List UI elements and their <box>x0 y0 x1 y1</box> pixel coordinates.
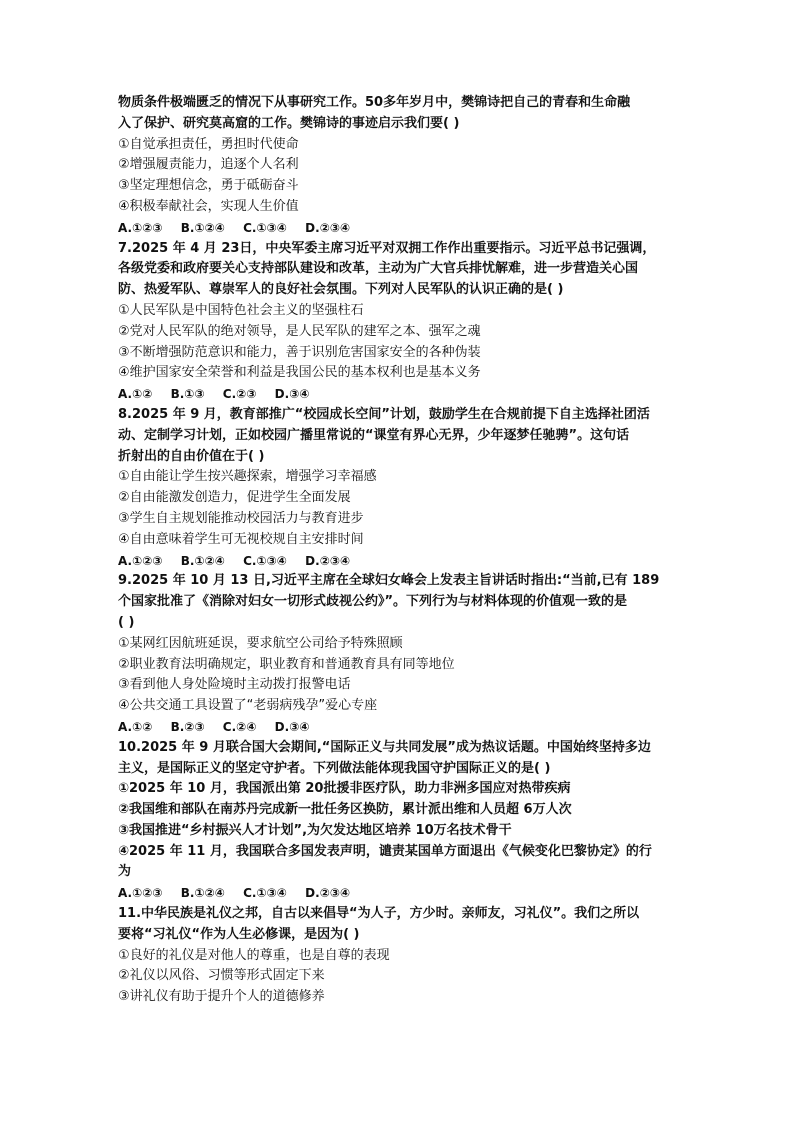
choice-c: C.①③④ <box>243 886 287 901</box>
answer-option: ②我国维和部队在南苏丹完成新一批任务区换防，累计派出维和人员超 6万人次 <box>118 802 572 818</box>
choice-c: C.②④ <box>222 719 257 734</box>
choice-c: C.②③ <box>222 387 257 402</box>
answer-choices <box>118 551 678 572</box>
choice-b: B.①③ <box>170 387 205 402</box>
answer-option: ③我国推进“乡村振兴人才计划”,为欠发达地区培养 10万名技术骨干 <box>118 822 512 838</box>
answer-option: ①人民军队是中国特色社会主义的坚强柱石 <box>118 302 364 318</box>
answer-option: ④公共交通工具设置了“老弱病残孕”爱心专座 <box>118 698 378 714</box>
choice-c: C.①③④ <box>243 220 287 235</box>
answer-option: ①自觉承担责任，勇担时代使命 <box>118 136 299 152</box>
question-text-line: 8.2025 年 9 月，教育部推广“校园成长空间”计划，鼓励学生在合规前提下自主选择社团活 <box>118 406 650 422</box>
question-text-line: 要将“习礼仪“作为人生必修课，是因为( ) <box>118 926 360 942</box>
answer-option: ③坚定理想信念，勇于砥砺奋斗 <box>118 178 299 194</box>
choice-d: D.②③④ <box>305 553 351 568</box>
question-text-line: 10.2025 年 9 月联合国大会期间,“国际正义与共同发展”成为热议话题。中国始终坚持多边 <box>118 739 651 755</box>
answer-choices <box>118 717 678 738</box>
choice-d: D.②③④ <box>305 220 351 235</box>
answer-option: ③学生自主规划能推动校园活力与教育进步 <box>118 510 364 526</box>
answer-option: ①自由能让学生按兴趣探索，增强学习幸福感 <box>118 469 377 485</box>
answer-option: ①良好的礼仪是对他人的尊重，也是自尊的表现 <box>118 947 390 963</box>
answer-option: ④积极奉献社会，实现人生价值 <box>118 198 299 214</box>
choice-b: B.①②④ <box>180 553 225 568</box>
answer-option: ①某网红因航班延误，要求航空公司给予特殊照顾 <box>118 635 403 651</box>
question-text-line: 11.中华民族是礼仪之邦，自古以来倡导“为人子，方少时。亲师友，习礼仪”。我们之所以 <box>118 906 640 922</box>
choice-d: D.②③④ <box>305 886 351 901</box>
answer-choices <box>118 883 678 904</box>
answer-option: ③讲礼仪有助于提升个人的道德修养 <box>118 989 325 1005</box>
answer-option: ②礼仪以风俗、习惯等形式固定下来 <box>118 968 325 984</box>
question-text-line: 9.2025 年 10 月 13 日,习近平主席在全球妇女峰会上发表主旨讲话时指出:“当前,已有 189 <box>118 573 660 589</box>
choice-d: D.③④ <box>274 719 310 734</box>
choice-a: A.①②③ <box>118 886 163 901</box>
question-8 <box>118 405 678 571</box>
question-10 <box>118 738 678 904</box>
exam-page <box>118 93 678 1008</box>
choice-b: B.①②④ <box>180 886 225 901</box>
question-text-line: ( ) <box>118 614 135 630</box>
answer-option-continuation: 为 <box>118 864 132 880</box>
answer-option: ①2025 年 10 月，我国派出第 20批援非医疗队，助力非洲多国应对热带疾病 <box>118 781 571 797</box>
question-text-line: 物质条件极端匮乏的情况下从事研究工作。50多年岁月中，樊锦诗把自己的青春和生命融 <box>118 95 631 110</box>
answer-option: ②党对人民军队的绝对领导，是人民军队的建军之本、强军之魂 <box>118 323 481 339</box>
choice-c: C.①③④ <box>243 553 287 568</box>
answer-option: ④2025 年 11 月，我国联合多国发表声明，谴责某国单方面退出《气候变化巴黎协定》的行 <box>118 843 652 859</box>
question-text-line: 主义，是国际正义的坚定守护者。下列做法能体现我国守护国际正义的是( ) <box>118 760 551 776</box>
answer-option: ②职业教育法明确规定，职业教育和普通教育具有同等地位 <box>118 656 455 672</box>
answer-choices <box>118 218 678 239</box>
choice-a: A.①②③ <box>118 220 163 235</box>
question-11 <box>118 904 678 1008</box>
question-text-line: 防、热爱军队、尊崇军人的良好社会氛围。下列对人民军队的认识正确的是( ) <box>118 282 564 298</box>
answer-option: ②自由能激发创造力，促进学生全面发展 <box>118 490 351 506</box>
question-9 <box>118 571 678 737</box>
answer-option: ④维护国家安全荣誉和利益是我国公民的基本权利也是基本义务 <box>118 365 481 381</box>
choice-a: A.①②③ <box>118 553 163 568</box>
question-text-line: 动、定制学习计划，正如校园广播里常说的“课堂有界心无界，少年逐梦任驰骋”。这句话 <box>118 427 630 443</box>
question-text-line: 个国家批准了《消除对妇女一切形式歧视公约》”。下列行为与材料体现的价值观一致的是 <box>118 594 628 610</box>
answer-option: ③看到他人身处险境时主动拨打报警电话 <box>118 677 351 693</box>
question-text-line: 7.2025 年 4 月 23日，中央军委主席习近平对双拥工作作出重要指示。习近平总书记强调， <box>118 240 656 256</box>
question-7 <box>118 239 678 405</box>
choice-d: D.③④ <box>274 387 310 402</box>
choice-b: B.①②④ <box>180 220 225 235</box>
question-text-line: 入了保护、研究莫高窟的工作。樊锦诗的事迹启示我们要( ) <box>118 115 460 131</box>
choice-a: A.①② <box>118 719 153 734</box>
question-6-continuation <box>118 93 678 239</box>
choice-a: A.①② <box>118 387 153 402</box>
answer-option: ②增强履责能力，追逐个人名利 <box>118 157 299 173</box>
choice-b: B.②③ <box>170 719 205 734</box>
answer-option: ④自由意味着学生可无视校规自主安排时间 <box>118 531 364 547</box>
answer-choices <box>118 384 678 405</box>
answer-option: ③不断增强防范意识和能力，善于识别危害国家安全的各种伪装 <box>118 344 481 360</box>
question-text-line: 折射出的自由价值在于( ) <box>118 448 265 464</box>
question-text-line: 各级党委和政府要关心支持部队建设和改革，主动为广大官兵排忧解难，进一步营造关心国 <box>118 261 639 277</box>
